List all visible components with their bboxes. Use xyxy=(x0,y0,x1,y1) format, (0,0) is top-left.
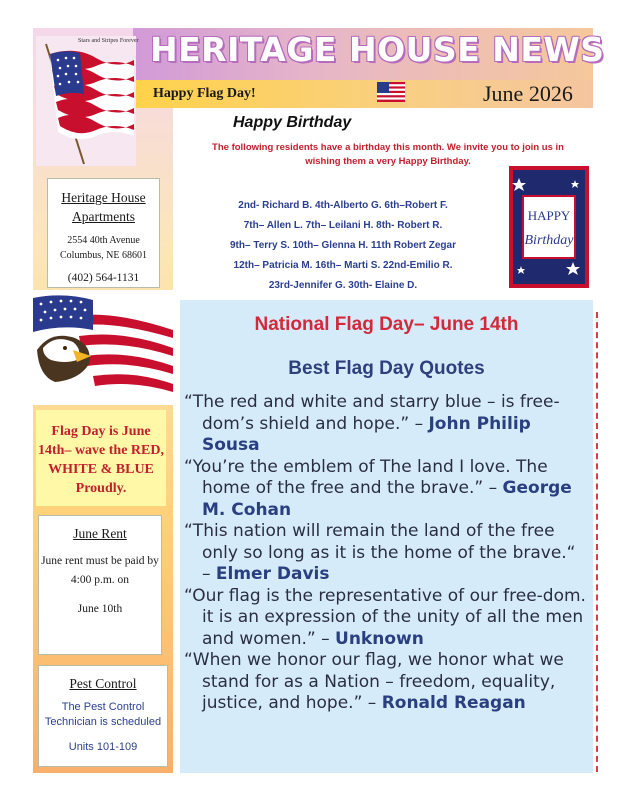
property-name-line2: Apartments xyxy=(72,209,135,224)
birthday-row: 12th– Patricia M. 16th– Marti S. 22nd-Emilio R. xyxy=(233,260,453,271)
quote-author: George M. Cohan xyxy=(202,478,572,520)
flag-caption: Stars and Stripes Forever xyxy=(78,38,139,44)
quote-item xyxy=(184,457,588,522)
pest-control-title: Pest Control xyxy=(69,676,137,691)
street-address: 2554 40th Avenue xyxy=(67,235,140,246)
flag-day-note: Flag Day is June 14th– wave the RED, WHITE & BLUE Proudly. xyxy=(38,424,164,496)
birthday-list xyxy=(188,196,498,296)
quote-text: “When we honor our flag, we honor what we stand for as a Nation – freedom, equality, justice, and hope.” – xyxy=(184,650,564,713)
property-name xyxy=(48,188,159,226)
quote-item xyxy=(184,392,588,457)
flag-day-title: National Flag Day– June 14th xyxy=(254,314,519,335)
birthday-intro xyxy=(183,141,593,169)
pest-control-body: The Pest Control Technician is scheduled xyxy=(44,701,162,728)
birthday-card-line1: HAPPY xyxy=(527,208,571,223)
quote-author: Ronald Reagan xyxy=(381,693,526,713)
birthday-row: 23rd-Jennifer G. 30th- Elaine D. xyxy=(268,280,418,291)
quote-item xyxy=(184,586,588,651)
issue-date: June 2026 xyxy=(483,81,573,106)
quote-list xyxy=(184,392,588,715)
quote-author: John Philip Sousa xyxy=(202,413,531,455)
birthday-title: Happy Birthday xyxy=(233,114,352,131)
birthday-card-line2: Birthday xyxy=(524,233,574,248)
quote-text: “You’re the emblem of The land I love. The home of the free and the brave.” – xyxy=(184,456,548,498)
rent-body: June rent must be paid by 4:00 p.m. on xyxy=(41,555,159,586)
birthday-intro-line2: wishing them a very Happy Birthday. xyxy=(305,156,471,167)
birthday-row: 2nd- Richard B. 4th-Alberto G. 6th–Robert F. xyxy=(238,200,448,211)
small-flag-icon xyxy=(377,82,405,102)
pest-control-units: Units 101-109 xyxy=(68,741,138,753)
quote-text: “Our flag is the representative of our free-dom. it is an expression of the unity of all the men and women.” – xyxy=(184,585,586,649)
quote-text: “The red and white and starry blue – is free-dom’s shield and hope.” – xyxy=(184,392,560,434)
property-name-line1: Heritage House xyxy=(61,190,146,205)
flag-day-subtitle: Best Flag Day Quotes xyxy=(288,358,485,379)
rent-due-date: June 10th xyxy=(77,603,123,615)
quote-author: Unknown xyxy=(335,628,424,649)
quote-text: “This nation will remain the land of the free only so long as it is the home of the brave.“ – xyxy=(184,521,576,584)
eagle-flag-image xyxy=(33,290,173,405)
quote-item xyxy=(184,521,588,586)
quote-author: Elmer Davis xyxy=(215,564,330,584)
phone-number: (402) 564-1131 xyxy=(67,272,140,284)
pest-control-box xyxy=(38,665,168,767)
panel-dashed-border xyxy=(593,312,598,772)
rent-box xyxy=(38,515,162,655)
address-box xyxy=(47,178,160,288)
quote-item xyxy=(184,650,588,715)
birthday-intro-line1: The following residents have a birthday this month. We invite you to join us in xyxy=(212,142,564,153)
city-state-zip: Columbus, NE 68601 xyxy=(60,250,147,261)
happy-birthday-card-image xyxy=(509,166,589,288)
flag-day-note-box xyxy=(36,410,166,506)
newsletter-title: HERITAGE HOUSE NEWS xyxy=(150,30,605,69)
birthday-row: 7th– Allen L. 7th– Leilani H. 8th- Robert R. xyxy=(243,220,443,231)
american-flag-image xyxy=(36,36,136,166)
header-tagline: Happy Flag Day! xyxy=(153,86,256,101)
rent-title: June Rent xyxy=(73,526,127,541)
birthday-row: 9th– Terry S. 10th– Glenna H. 11th Robert Zegar xyxy=(230,240,456,251)
